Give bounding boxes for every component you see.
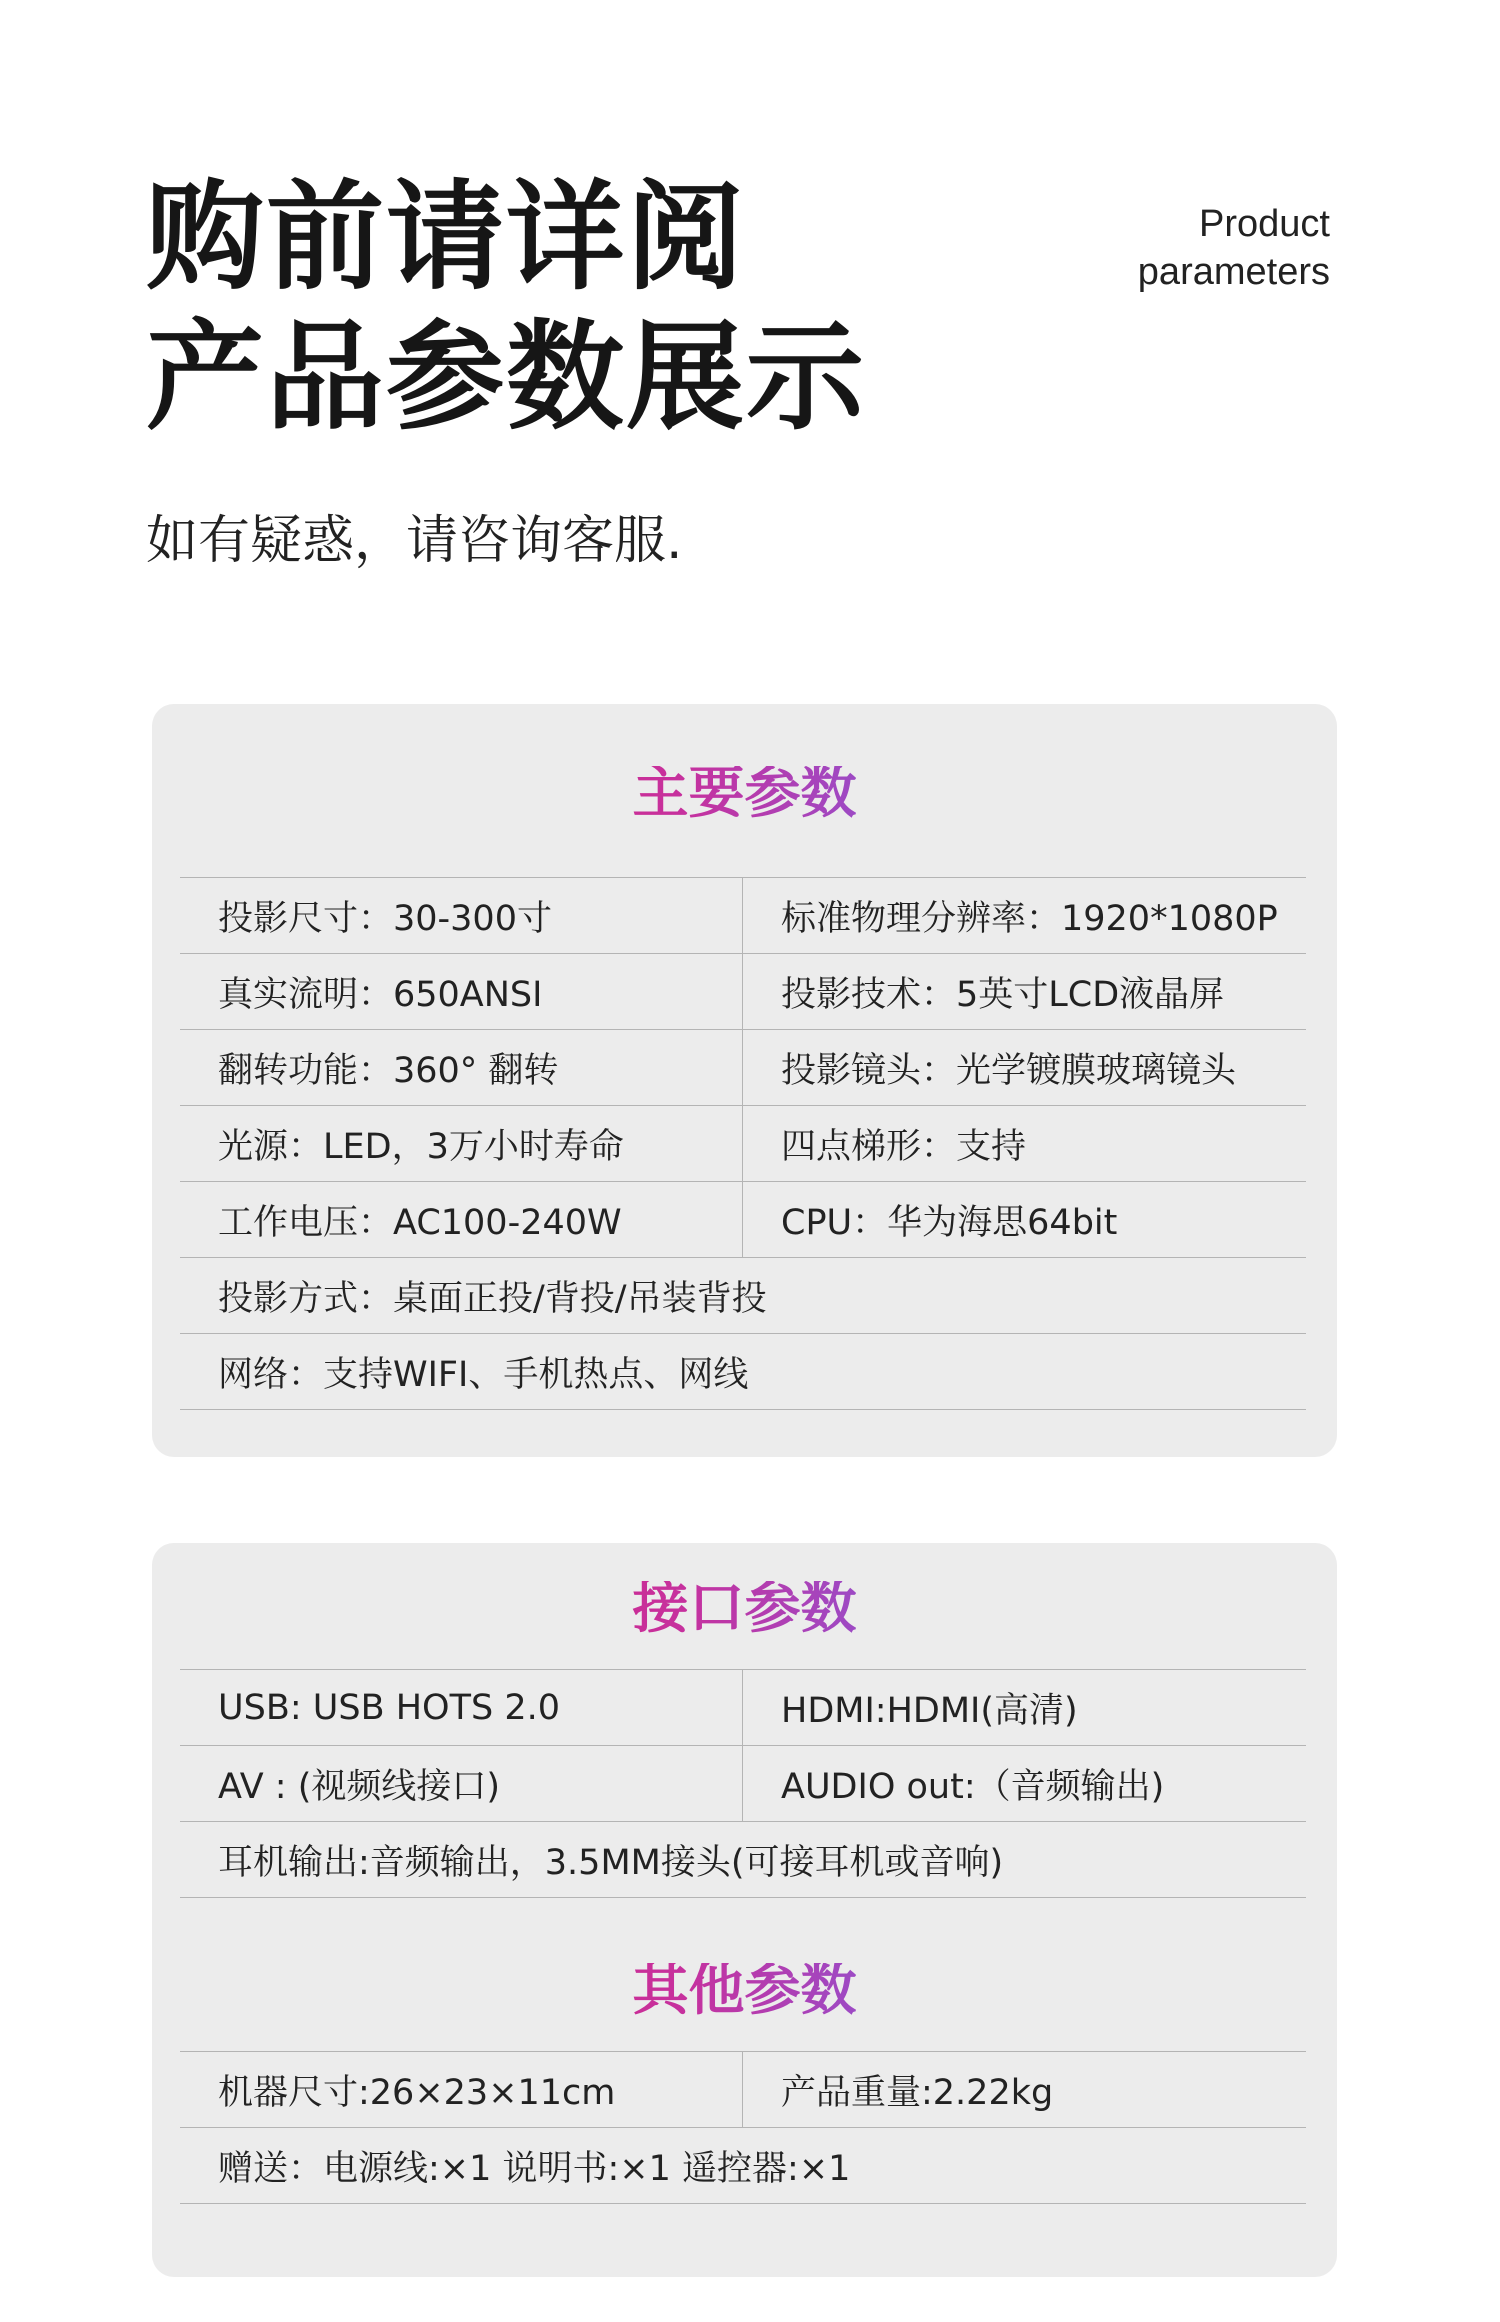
hero-title-line1: 购前请详阅 [146, 168, 747, 306]
param-cell: 四点梯形：支持 [781, 1126, 1027, 1167]
param-cell: 投影技术：5英寸LCD液晶屏 [781, 974, 1225, 1015]
param-cell: 网络：支持WIFI、手机热点、网线 [218, 1354, 749, 1395]
table-row [180, 1670, 1306, 1746]
english-label-line2: parameters [1137, 251, 1330, 293]
table-row [180, 2052, 1306, 2128]
main-params-table [180, 877, 1306, 1410]
param-cell: 投影镜头：光学镀膜玻璃镜头 [781, 1050, 1237, 1091]
param-cell: 产品重量:2.22kg [781, 2072, 1054, 2113]
subtitle: 如有疑惑，请咨询客服. [146, 511, 683, 571]
table-row [180, 2128, 1306, 2204]
table-row [180, 878, 1306, 954]
param-cell: 光源：LED，3万小时寿命 [180, 1106, 743, 1181]
interface-params-card [152, 1543, 1337, 2277]
table-row [180, 1030, 1306, 1106]
param-cell: 机器尺寸:26×23×11cm [180, 2052, 743, 2127]
interface-params-title: 接口参数 [152, 1581, 1337, 1637]
main-params-card [152, 704, 1337, 1457]
param-cell: AUDIO out:（音频输出) [781, 1766, 1165, 1807]
other-params-table [180, 2051, 1306, 2204]
param-cell: AV : (视频线接口) [180, 1746, 743, 1821]
param-cell: 投影方式：桌面正投/背投/吊装背投 [218, 1278, 767, 1319]
param-cell: CPU：华为海思64bit [781, 1202, 1118, 1243]
english-label [930, 200, 1330, 296]
param-cell: 工作电压：AC100-240W [180, 1182, 743, 1257]
english-label-line1: Product [1199, 203, 1330, 245]
table-row [180, 1334, 1306, 1410]
table-row [180, 954, 1306, 1030]
param-cell: 标准物理分辨率：1920*1080P [781, 898, 1278, 939]
table-row [180, 1258, 1306, 1334]
param-cell: 投影尺寸：30-300寸 [180, 878, 743, 953]
main-params-title: 主要参数 [152, 766, 1337, 822]
hero-title-line2: 产品参数展示 [146, 308, 867, 446]
table-row [180, 1106, 1306, 1182]
param-cell: USB: USB HOTS 2.0 [180, 1670, 743, 1745]
other-params-title: 其他参数 [152, 1963, 1337, 2019]
interface-params-table [180, 1669, 1306, 1898]
param-cell: 赠送：电源线:×1 说明书:×1 遥控器:×1 [218, 2148, 851, 2189]
table-row [180, 1746, 1306, 1822]
param-cell: 翻转功能：360° 翻转 [180, 1030, 743, 1105]
table-row [180, 1182, 1306, 1258]
param-cell: HDMI:HDMI(高清) [781, 1690, 1078, 1731]
table-row [180, 1822, 1306, 1898]
param-cell: 耳机输出:音频输出，3.5MM接头(可接耳机或音响) [218, 1842, 1004, 1883]
param-cell: 真实流明：650ANSI [180, 954, 743, 1029]
